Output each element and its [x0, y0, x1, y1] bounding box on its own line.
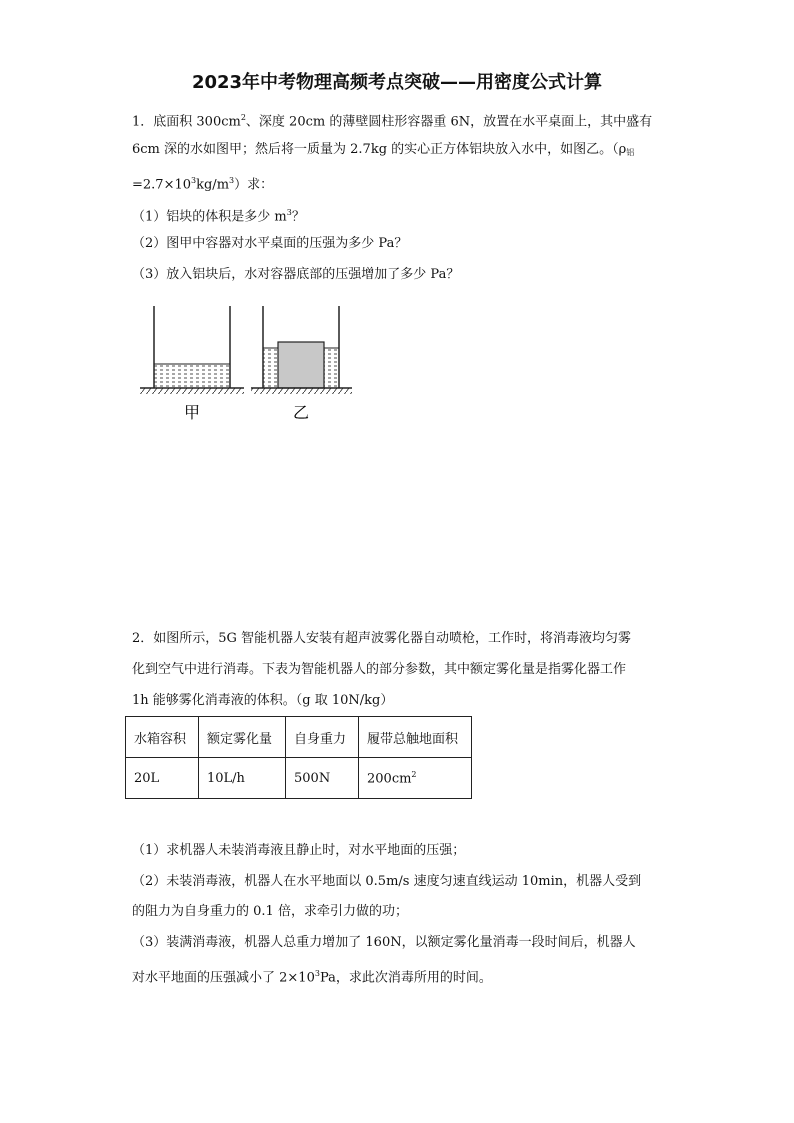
- q1-sub-2: （2）图甲中容器对水平桌面的压强为多少 Pa？: [132, 236, 408, 251]
- q2-sub-2b: 的阻力为自身重力的 0.1 倍，求牵引力做的功；: [132, 904, 408, 919]
- table-cell: 20L: [126, 758, 199, 799]
- q2-sub-3b: 对水平地面的压强减小了 $2\times 10^3Pa$，求此次消毒所用的时间。: [132, 969, 492, 986]
- table-cell: 10L/h: [199, 758, 286, 799]
- robot-params-table: [125, 716, 472, 799]
- aluminum-block: [278, 342, 324, 388]
- q2-line-3: 1h 能够雾化消毒液的体积。（g 取 10N/kg）: [132, 693, 394, 708]
- ground-b: [251, 388, 352, 394]
- q2-line-1: 2．如图所示，5G 智能机器人安装有超声波雾化器自动喷枪，工作时，将消毒液均匀雾: [132, 631, 632, 646]
- q2-sub-3a: （3）装满消毒液，机器人总重力增加了 160N，以额定雾化量消毒一段时间后，机器人: [132, 935, 636, 950]
- q2-sub-2a: （2）未装消毒液，机器人在水平地面以 0.5m/s 速度匀速直线运动 10min，机器人受到: [132, 874, 642, 889]
- table-header: 履带总触地面积: [359, 717, 472, 758]
- table-header: 自身重力: [286, 717, 359, 758]
- q2-sub-1: （1）求机器人未装消毒液且静止时，对水平地面的压强；: [132, 843, 466, 858]
- figure-label-b: 乙: [292, 403, 310, 422]
- q1-sub-3: （3）放入铝块后，水对容器底部的压强增加了多少 Pa？: [132, 267, 460, 282]
- ground-a: [140, 388, 244, 394]
- table-header: 额定雾化量: [199, 717, 286, 758]
- container-b: [263, 306, 339, 388]
- container-a: [154, 306, 230, 388]
- table-header-row: [126, 717, 472, 758]
- container-figure: [130, 296, 370, 426]
- page-title: 2023年中考物理高频考点突破——用密度公式计算: [191, 72, 603, 93]
- q1-line-1: 1．底面积 $300cm^2$、深度 20cm 的薄壁圆柱形容器重 6N，放置在水平桌面上，其中盛有: [132, 113, 653, 130]
- q1-line-2: 6cm 深的水如图甲；然后将一质量为 2.7kg 的实心正方体铝块放入水中，如图乙。（$\rho_铝$: [132, 142, 635, 157]
- q2-line-2: 化到空气中进行消毒。下表为智能机器人的部分参数，其中额定雾化量是指雾化器工作: [132, 662, 627, 677]
- table-row: [126, 758, 472, 799]
- table-cell: $200cm^2$: [359, 758, 472, 799]
- table-header: 水箱容积: [126, 717, 199, 758]
- q1-line-3: $=2.7\times 10^3kg/m^3$）求：: [132, 176, 274, 193]
- q1-sub-1: （1）铝块的体积是多少 $m^3$？: [132, 208, 305, 225]
- table-cell: 500N: [286, 758, 359, 799]
- figure-label-a: 甲: [183, 403, 201, 422]
